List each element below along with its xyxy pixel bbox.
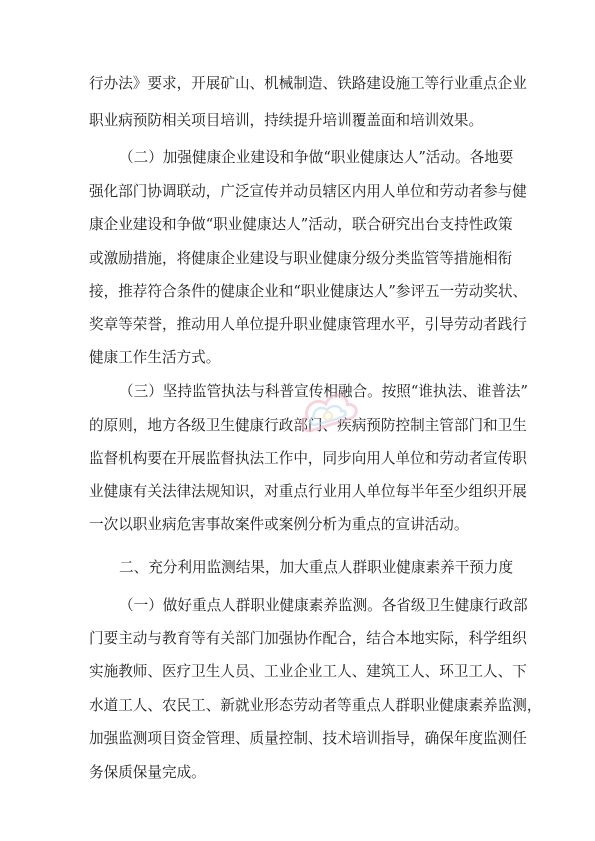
text-line: 行办法》要求，开展矿山、机械制造、铁路建设施工等行业重点企业 (89, 75, 527, 92)
text-line: 或激励措施，将健康企业建设与职业健康分级分类监管等措施相衔 (89, 250, 513, 267)
text-line: 水道工人、农民工、新就业形态劳动者等重点人群职业健康素养监测， (89, 697, 542, 714)
text-line: （三）坚持监管执法与科普宣传相融合。按照“谁执法、谁普法” (119, 383, 528, 400)
text-line: 业健康有关法律法规知识，对重点行业用人单位每半年至少组织开展 (89, 483, 527, 500)
text-line: （二）加强健康企业建设和争做“职业健康达人”活动。各地要 (119, 149, 514, 166)
text-line: 奖章等荣誉，推动用人单位提升职业健康管理水平，引导劳动者践行 (89, 316, 527, 333)
text-line: 务保质保量完成。 (89, 764, 206, 781)
text-line: 康企业建设和争做“职业健康达人”活动，联合研究出台支持性政策 (89, 216, 513, 233)
text-line: 监督机构要在开展监督执法工作中，同步向用人单位和劳动者宣传职 (89, 450, 527, 467)
text-line: 门要主动与教育等有关部门加强协作配合，结合本地实际，科学组织 (89, 630, 527, 647)
text-line: 接，推荐符合条件的健康企业和“职业健康达人”参评五一劳动奖状、 (89, 283, 528, 300)
text-line: 健康工作生活方式。 (89, 349, 221, 366)
text-line: 职业病预防相关项目培训，持续提升培训覆盖面和培训效果。 (89, 112, 484, 129)
text-line: 的原则，地方各级卫生健康行政部门、疾病预防控制主管部门和卫生 (89, 417, 527, 434)
section-heading: 二、充分利用监测结果，加大重点人群职业健康素养干预力度 (119, 559, 514, 576)
text-line: 一次以职业病危害事故案件或案例分析为重点的宣讲活动。 (89, 516, 469, 533)
text-line: 强化部门协调联动，广泛宣传并动员辖区内用人单位和劳动者参与健 (89, 183, 527, 200)
text-line: 实施教师、医疗卫生人员、工业企业工人、建筑工人、环卫工人、下 (89, 663, 527, 680)
text-line: （一）做好重点人群职业健康素养监测。各省级卫生健康行政部 (119, 597, 528, 614)
text-line: 加强监测项目资金管理、质量控制、技术培训指导，确保年度监测任 (89, 730, 527, 747)
